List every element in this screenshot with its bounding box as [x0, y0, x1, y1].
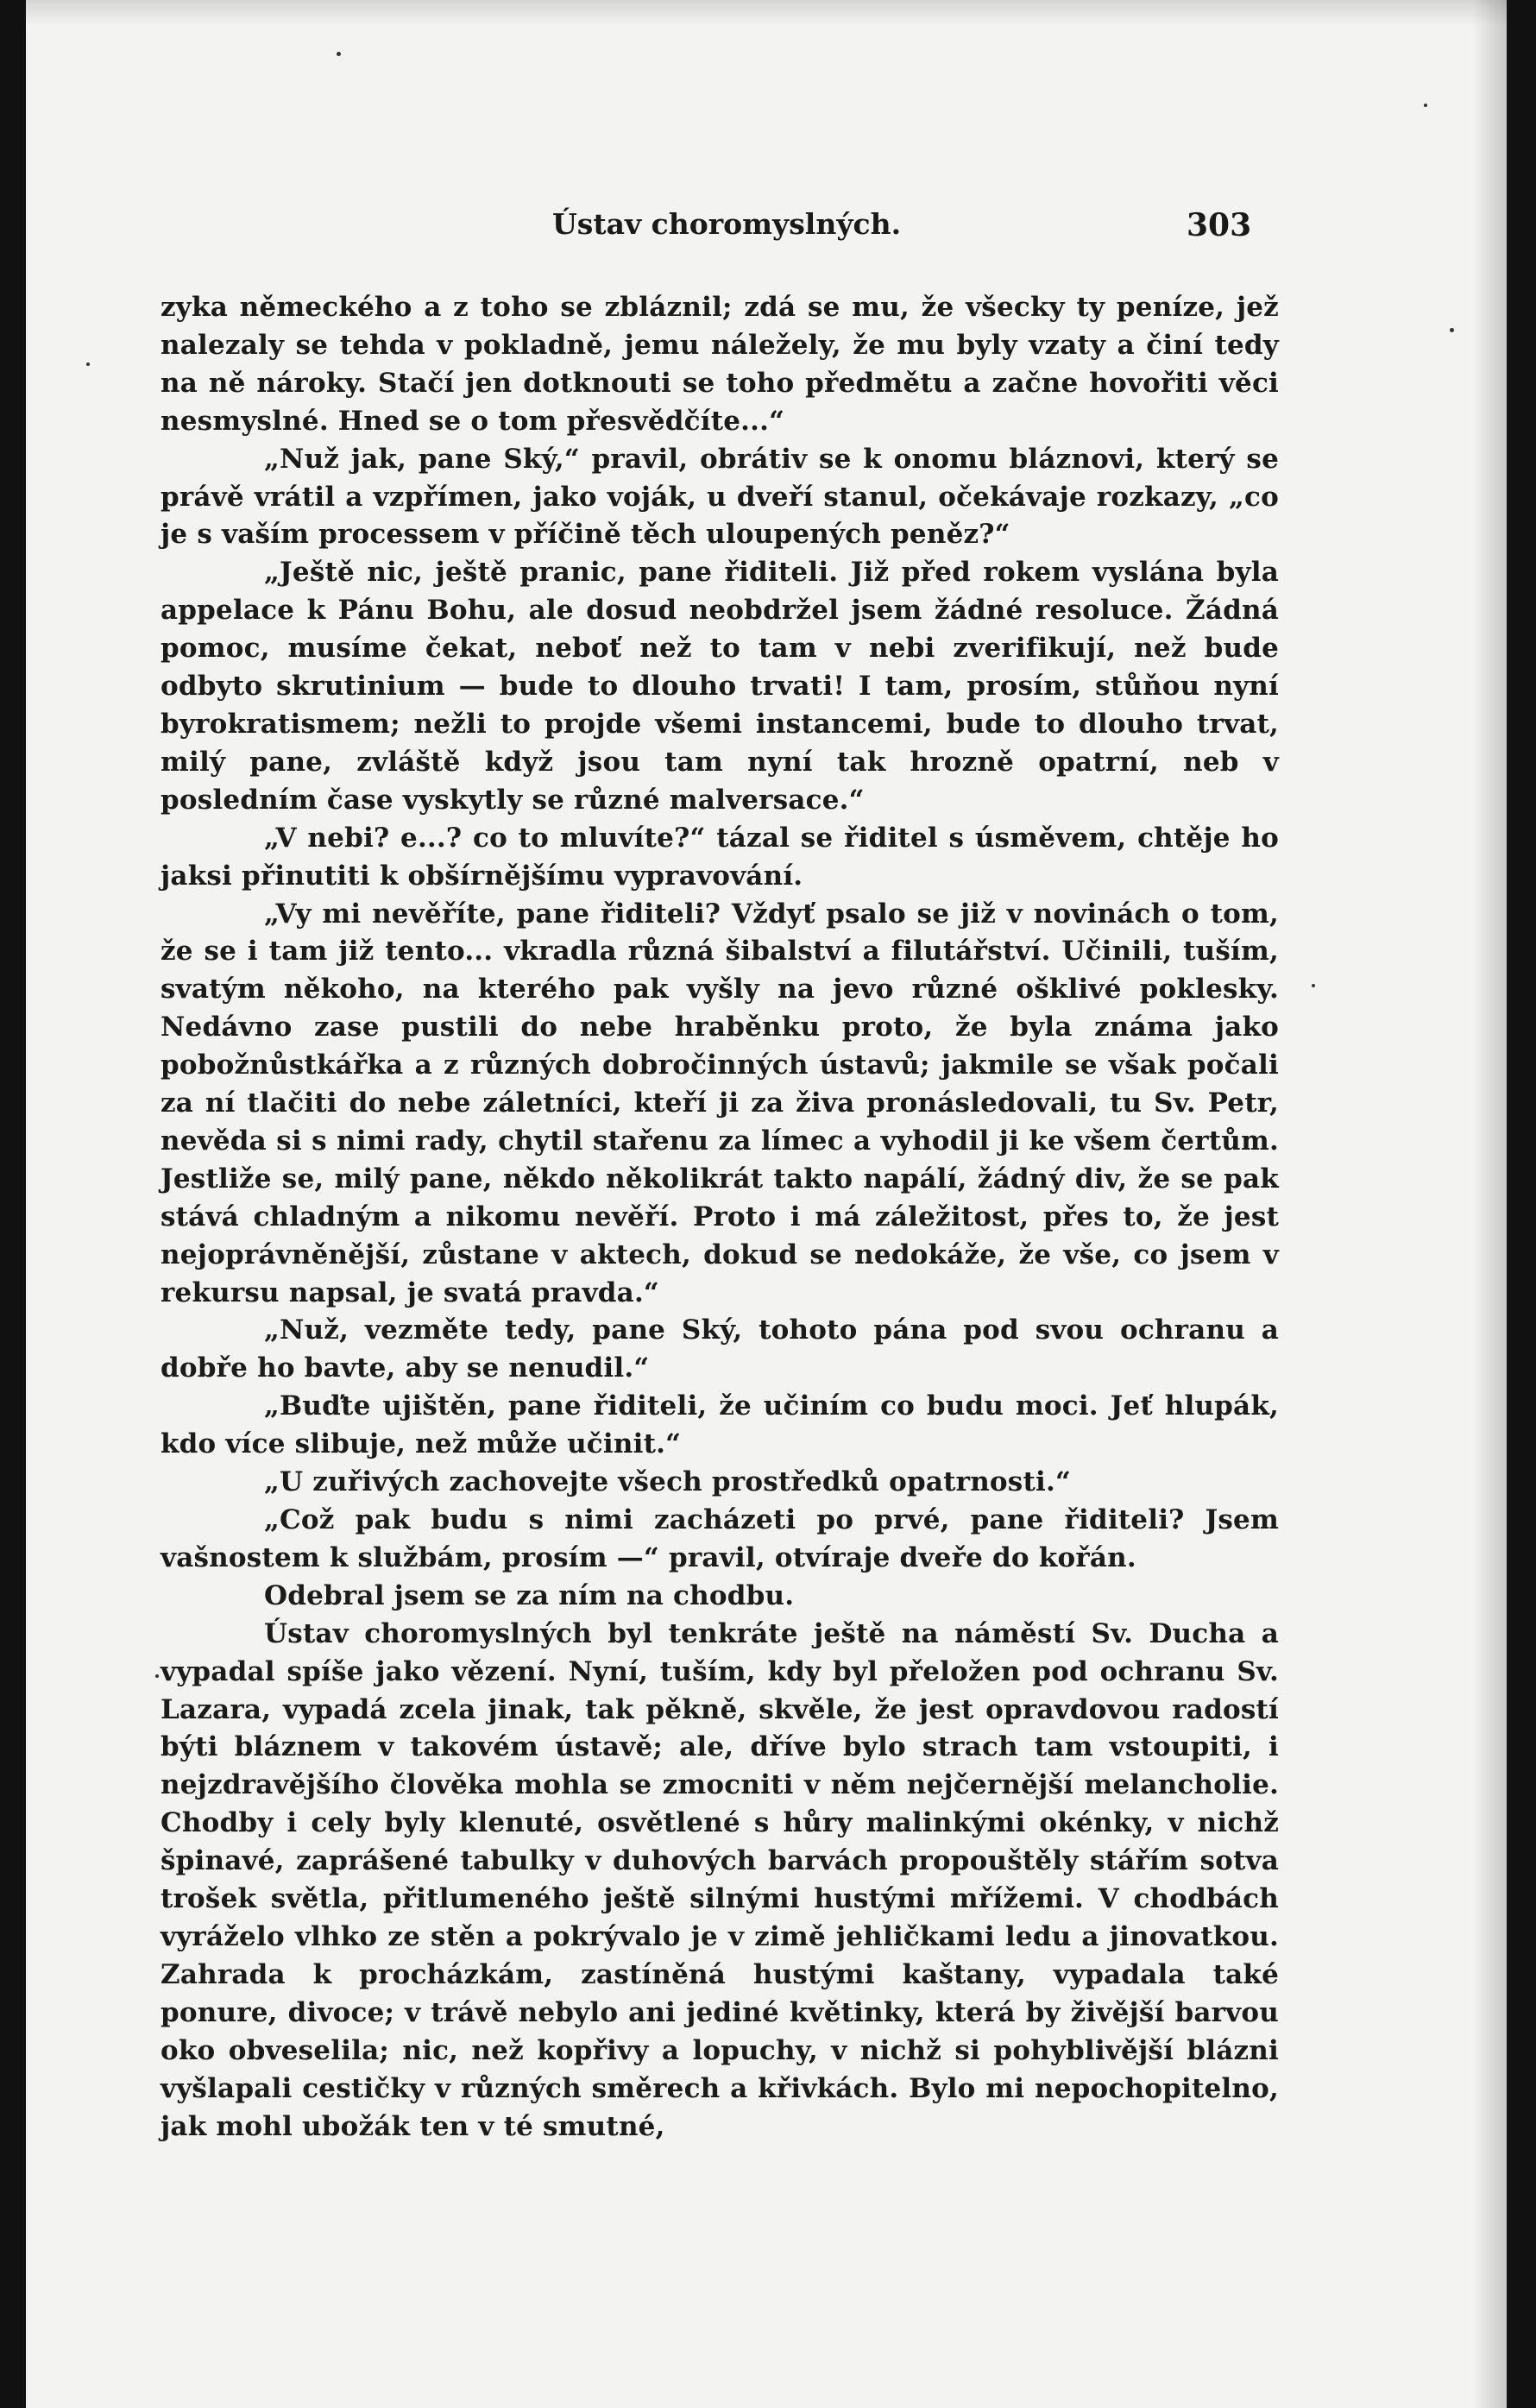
paragraph: „V nebi? e...? co to mluvíte?“ tázal se řiditel s úsměvem, chtěje ho jaksi přinutiti k obšírnějšímu vypravování. [161, 822, 1279, 892]
paragraph: Ústav choromyslných byl tenkráte ještě na náměstí Sv. Ducha a vypadal spíše jako vězení. Nyní, tuším, kdy byl přeložen pod ochranu Sv. Lazara, vypadá zcela jinak, tak pěkně, skvěle, že jest opravdovou radostí býti bláznem v takovém ústavě; ale, dříve bylo strach tam vstoupiti, i nejzdravějšího člověka mohla se zmocniti v něm nejčernější melancholie. Chodby i cely byly klenuté, osvětlené s hůry malinkými okénky, v nichž špinavé, zaprášené tabulky v duhových barvách propouštěly stářím sotva trošek světla, přitlumeného ještě silnými hustými mřížemi. V chodbách vyráželo vlhko ze stěn a pokrývalo je v zimě jehličkami ledu a jinovatkou. Zahrada k procházkám, zastíněná hustými kaštany, vypadala také ponure, divoce; v trávě nebylo ani jediné květinky, která by živější barvou oko obveselila; nic, než kopřivy a lopuchy, v nichž si pohyblivější blázni vyšlapali cestičky v různých směrech a křivkách. Bylo mi nepochopitelno, jak mohl ubožák ten v té smutné, [161, 1617, 1279, 2142]
body-text [161, 289, 1279, 2146]
paragraph: „Což pak budu s nimi zacházeti po prvé, pane řiditeli? Jsem vašnostem k službám, prosím —“ pravil, otvíraje dveře do kořán. [161, 1504, 1279, 1573]
print-speck [337, 52, 341, 56]
paragraph: „Nuž, vezměte tedy, pane Ský, tohoto pána pod svou ochranu a dobře ho bavte, aby se nenudil.“ [161, 1314, 1279, 1384]
print-speck [1424, 104, 1427, 107]
print-speck [86, 362, 90, 366]
page-edge-shadow [1472, 0, 1507, 2408]
running-header [26, 207, 1507, 242]
paragraph: zyka německého a z toho se zbláznil; zdá se mu, že všecky ty peníze, jež nalezaly se tehda v pokladně, jemu náležely, že mu byly vzaty a činí tedy na ně nároky. Stačí jen dotknouti se toho předmětu a začne hovořiti věci nesmyslné. Hned se o tom přesvědčíte...“ [161, 292, 1279, 437]
page-number: 303 [1187, 207, 1252, 243]
scanned-page [26, 0, 1507, 2408]
page-top-shadow [26, 0, 1507, 26]
paragraph: „Buďte ujištěn, pane řiditeli, že učiním co budu moci. Jeť hlupák, kdo více slibuje, než může učinit.“ [161, 1390, 1279, 1460]
header-title: Ústav choromyslných. [552, 207, 902, 241]
paragraph: „U zuřivých zachovejte všech prostředků opatrnosti.“ [264, 1466, 1071, 1498]
paragraph: „Nuž jak, pane Ský,“ pravil, obrátiv se k onomu bláznovi, který se právě vrátil a vzpřímen, jako voják, u dveří stanul, očekávaje rozkazy, „co je s vaším processem v příčině těch uloupených peněz?“ [161, 443, 1279, 551]
paragraph: Odebral jsem se za ním na chodbu. [264, 1579, 795, 1611]
paragraph: „Vy mi nevěříte, pane řiditeli? Vždyť psalo se již v novinách o tom, že se i tam již tento... vkradla různá šibalství a filutářství. Učinili, tuším, svatým někoho, na kterého pak vyšly na jevo různé ošklivé poklesky. Nedávno zase pustili do nebe hraběnku proto, že byla známa jako pobožnůstkářka a z různých dobročinných ústavů; jakmile se však počali za ní tlačiti do nebe záletníci, kteří ji za živa pronásledovali, tu Sv. Petr, nevěda si s nimi rady, chytil stařenu za límec a vyhodil ji ke všem čertům. Jestliže se, milý pane, někdo několikrát takto napálí, žádný div, že se pak stává chladným a nikomu nevěří. Proto i má záležitost, přes to, že jest nejoprávněnější, zůstane v aktech, dokud se nedokáže, že vše, co jsem v rekursu napsal, je svatá pravda.“ [161, 898, 1279, 1308]
print-speck [1450, 328, 1454, 332]
print-speck [155, 1674, 159, 1678]
paragraph: „Ještě nic, ještě pranic, pane řiditeli. Již před rokem vyslána byla appelace k Pánu Bohu, ale dosud neobdržel jsem žádné resoluce. Žádná pomoc, musíme čekat, neboť než to tam v nebi zverifikují, než bude odbyto skrutinium — bude to dlouho trvati! I tam, prosím, stůňou nyní byrokratismem; nežli to projde všemi instancemi, bude to dlouho trvat, milý pane, zvláště když jsou tam nyní tak hrozně opatrní, neb v posledním čase vyskytly se různé malversace.“ [161, 557, 1279, 816]
print-speck [1312, 984, 1315, 987]
